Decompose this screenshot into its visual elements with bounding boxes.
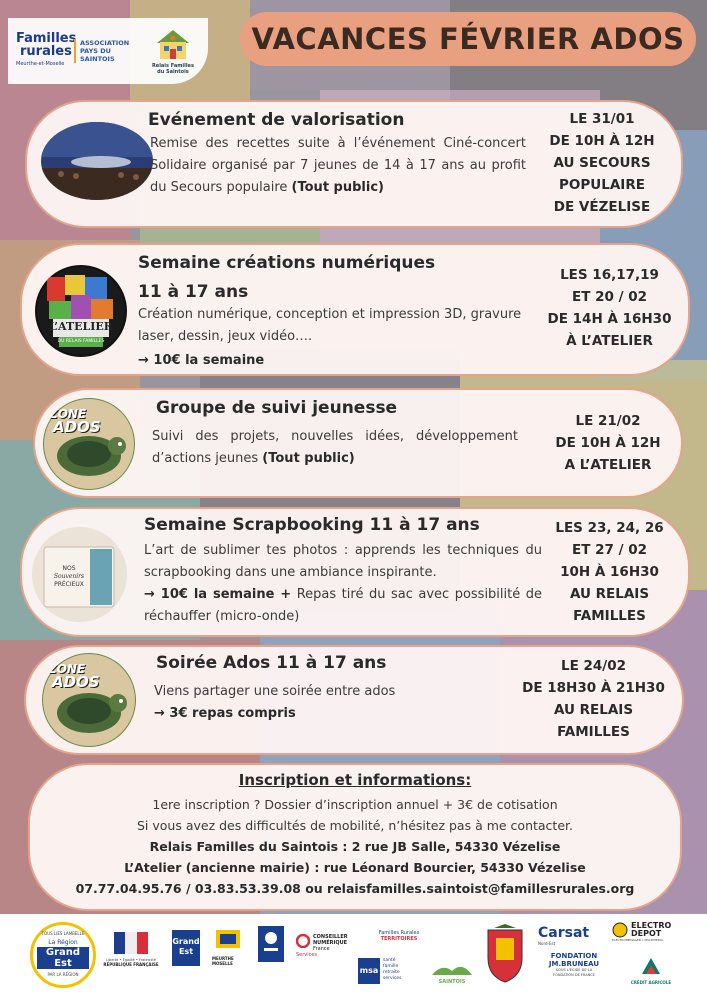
saintois-logo [428,960,476,985]
info-line: 1ere inscription ? Dossier d’inscription annuel + 3€ de cotisation [152,797,558,812]
logo-text: santé [383,958,396,963]
date-line: ET 27 / 02 [571,542,648,558]
date-line: FAMILLES [557,724,630,740]
credit-agricole-logo [626,956,676,985]
logo-text: PAR LA RÉGION [47,972,79,977]
date-line: AU SECOURS [553,155,651,171]
event-card [33,388,683,498]
ca-icon [640,956,662,976]
event-price [138,350,264,372]
event-title: Evénement de valorisation [148,110,405,130]
price-text: → 10€ la semaine + [144,587,292,602]
logo-text: Est [178,947,194,956]
logo-text: Relais Familles [151,63,194,69]
info-title: Inscription et informations: [238,771,472,789]
zone-ados-logo-text: ADOS [53,418,101,436]
logo-text: TERRITOIRES [380,936,418,942]
event-title: Semaine créations numériques [138,253,436,273]
house-icon [153,27,193,61]
date-line: FAMILLES [573,608,646,624]
event-price [154,703,296,725]
conseiller-numerique-logo [296,934,356,958]
contact-info[interactable]: 07.77.04.95.76 / 03.83.53.39.08 ou relaisfamilles.saintoist@famillesrurales.org [75,881,635,896]
event-description [152,426,518,470]
logo-text: msa [358,958,380,984]
atelier-logo-text: L’ATELIER [49,320,113,333]
event-card [24,645,684,755]
familles-rurales-territoires-logo [368,930,430,942]
logo-text: Grand Est [37,947,89,969]
logo-text: MEURTHE [212,956,234,961]
address-relais: Relais Familles du Saintois : 2 rue JB Salle, 54330 Vézelise [149,839,561,854]
scrapbook-text: PRÉCIEUX [54,581,84,588]
logo-text: JM.BRUNEAU [548,960,600,968]
price-text: → 10€ la semaine [138,353,265,368]
event-title: Soirée Ados 11 à 17 ans [156,653,387,673]
logo-text: CRÉDIT AGRICOLE [630,980,672,985]
logo-text: TOUS LIES LAMBELLE [41,931,85,936]
event-date [542,517,677,627]
logo-text: RÉPUBLIQUE FRANÇAISE [103,962,159,967]
zone-ados-logo-text: ZONE [49,407,87,421]
date-line: POPULAIRE [559,177,645,193]
relais-familles-logo [146,27,200,75]
logo-text: Grand [172,937,200,946]
zone-ados-logo-text: ADOS [52,673,100,691]
marianne-icon [114,932,148,954]
familles-rurales-logo [16,30,77,71]
logo-text: MOSELLE [212,961,233,966]
footer-partner-logos [0,914,707,1000]
event-subtitle: 11 à 17 ans [138,282,249,302]
logo-text: ELECTRO [631,921,672,930]
msa-logo [358,958,416,992]
logo-text: Services [296,952,318,958]
date-line: LE 31/01 [569,111,635,127]
zone-ados-logo-text: ZONE [48,662,86,676]
region-grand-est-logo [30,922,96,988]
coat-of-arms-logo [484,924,526,984]
logo-text: Carsat [538,925,590,941]
logo-text: retraite [383,970,400,975]
event-description: Viens partager une soirée entre ados [154,684,396,699]
logo-text: FONDATION [550,952,598,960]
zone-ados-logo [43,398,135,490]
logo-text: DEPOT [631,929,662,938]
logo-text: Nord-Est [538,941,556,946]
emblem-icon [258,926,284,962]
date-line: ET 20 / 02 [571,289,648,305]
date-line: LES 16,17,19 [560,267,659,283]
logo-subtext: Meurthe-et-Moselle [16,60,65,67]
event-title: Groupe de suivi jeunesse [156,398,398,418]
event-card [20,507,690,637]
page-title: VACANCES FÉVRIER ADOS [240,12,696,66]
price-note: Repas tiré du sac avec possibilité de réchauffer (micro-onde) [144,587,543,624]
date-line: AU RELAIS [569,586,650,602]
info-card [28,763,682,911]
event-title: Semaine Scrapbooking 11 à 17 ans [144,515,480,535]
date-line: DE VÉZELISE [553,199,651,215]
event-card [25,100,683,228]
logo-text: ELECTROMÉNAGER • MULTIMÉDIA [612,938,664,942]
logo-text: CONSEILLER [313,934,348,940]
logo-text: services [383,976,402,981]
plug-icon [612,922,628,938]
date-line: DE 18H30 À 21H30 [522,680,665,696]
event-date [537,108,667,218]
address-atelier: L’Atelier (ancienne mairie) : rue Léonard Bourcier, 54330 Vézelise [124,860,586,875]
info-line: Si vous avez des difficultés de mobilité, n’hésitez pas à me contacter. [137,818,573,833]
association-logo [74,39,140,63]
event-description-text: Remise des recettes suite à l’événement Ciné-concert Solidaire organisé par 7 jeunes de 14 à 17 ans au profit du Secours populaire [150,136,526,195]
price-text: → 3€ repas compris [154,706,296,721]
fondation-bruneau-logo [540,952,608,978]
logo-text: NUMÉRIQUE [313,940,348,946]
date-line: DE 14H À 16H30 [547,311,672,327]
logo-text: famille [383,964,399,969]
logo-text: SAINTOIS [438,979,466,985]
event-description: L’art de sublimer tes photos : apprends les techniques du scrapbooking dans une ambiance inspirante. [144,543,542,580]
zone-ados-logo [42,653,136,747]
atelier-logo [35,265,127,357]
event-description [150,133,526,199]
date-line: 10H À 16H30 [560,564,659,580]
logo-text: ASSOCIATION [80,39,130,47]
date-line: DE 10H À 12H [549,133,655,149]
event-audience: (Tout public) [262,451,355,466]
logo-text: SOUS L'ÉGIDE DE LA [555,968,593,972]
logo-text: France [313,946,330,952]
grand-est-logo [172,930,200,966]
concert-photo [41,122,153,200]
logo-text: La Région [48,939,78,946]
date-line: LE 21/02 [575,413,641,429]
carsat-logo [538,922,606,946]
meurthe-moselle-logo [212,928,246,968]
shield-icon [484,924,526,984]
logo-text: Familles Rurales [378,930,420,936]
date-line: LES 23, 24, 26 [555,520,664,536]
logo-text: FONDATION DE FRANCE [553,973,595,977]
logo-text: rurales [20,43,72,59]
event-card [20,243,690,376]
scrapbook-text: Souvenirs [53,573,85,580]
date-line: AU RELAIS [553,702,634,718]
event-description: Création numérique, conception et impression 3D, gravure laser, dessin, jeux vidéo…. [138,307,522,344]
electro-depot-logo [612,922,692,942]
logo-text: Liberté • Égalité • Fraternité [106,958,156,962]
event-description-text: Suivi des projets, nouvelles idées, développement d’actions jeunes [152,429,518,466]
event-date [543,410,673,476]
logo-text: du Saintois [157,69,189,75]
republique-francaise-logo [102,932,160,967]
date-line: A L’ATELIER [564,457,652,473]
atelier-logo-subtext: DU RELAIS FAMILLES [57,339,105,344]
date-line: À L’ATELIER [566,333,653,349]
event-audience: (Tout public) [291,180,384,195]
event-price [144,584,542,628]
scrapbook-text: NOS [62,565,76,572]
scrapbook-photo [32,527,127,622]
state-services-logo [258,926,284,962]
logo-text: PAYS DU SAINTOIS [80,47,115,63]
date-line: LE 24/02 [560,658,627,674]
hills-icon [432,961,472,975]
header-logos [8,18,208,84]
logo-text: Familles [16,30,77,46]
date-line: DE 10H À 12H [555,435,661,451]
event-date [542,264,677,352]
event-date [516,655,671,743]
department-icon [212,928,246,952]
location-icon [296,934,310,948]
